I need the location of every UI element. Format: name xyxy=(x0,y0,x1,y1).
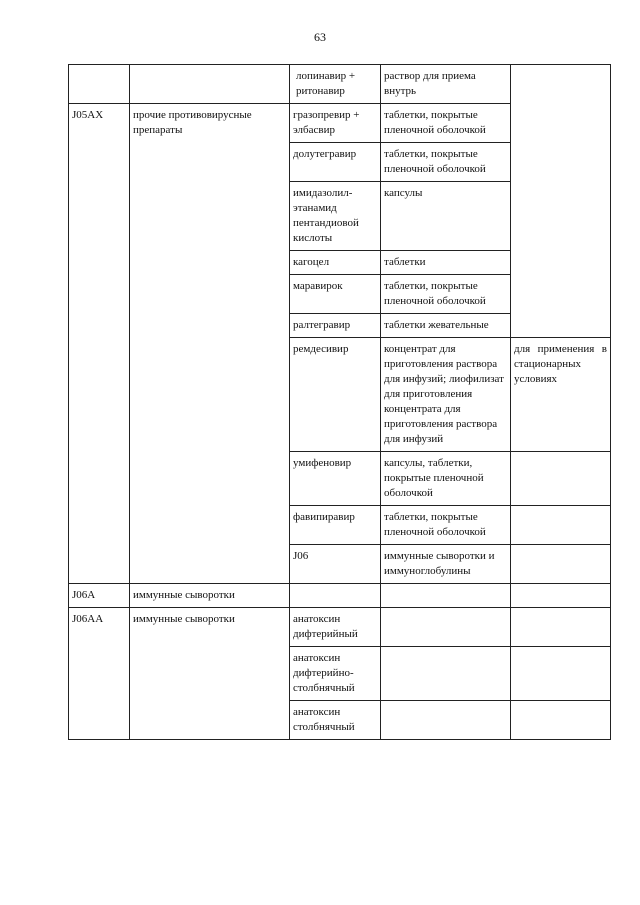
group-cell: иммунные сыворотки xyxy=(130,608,290,740)
note-cell xyxy=(511,65,611,338)
atc-code-cell: J06 xyxy=(290,545,381,584)
dosage-form-cell: таблетки, покрытые пленочной оболочкой xyxy=(381,143,511,182)
note-cell: для применения в стационарных условиях xyxy=(511,338,611,452)
group-cell: иммунные сыворотки и иммуноглобулины xyxy=(381,545,511,584)
table-row xyxy=(69,608,611,647)
drug-name-cell: ремдесивир xyxy=(290,338,381,452)
table-row xyxy=(69,584,611,608)
drug-name-cell: лопинавир + ритонавир xyxy=(290,65,381,104)
note-cell xyxy=(511,506,611,545)
dosage-form-cell: таблетки, покрытые пленочной оболочкой xyxy=(381,506,511,545)
atc-code-cell: J06AA xyxy=(69,608,130,740)
dosage-form-cell: таблетки xyxy=(381,251,511,275)
dosage-form-cell: капсулы, таблетки, покрытые пленочной оболочкой xyxy=(381,452,511,506)
dosage-form-cell: таблетки, покрытые пленочной оболочкой xyxy=(381,275,511,314)
dosage-form-cell xyxy=(381,647,511,701)
note-cell xyxy=(511,647,611,701)
dosage-form-cell: таблетки жевательные xyxy=(381,314,511,338)
atc-code-cell: J05AX xyxy=(69,104,130,584)
drug-name-cell: анатоксин столбнячный xyxy=(290,701,381,740)
note-cell xyxy=(511,608,611,647)
atc-code-cell: J06A xyxy=(69,584,130,608)
group-cell: прочие противовирусные препараты xyxy=(130,104,290,584)
note-cell xyxy=(511,584,611,608)
drug-name-cell: фавипиравир xyxy=(290,506,381,545)
drug-name-cell: маравирок xyxy=(290,275,381,314)
dosage-form-cell xyxy=(381,701,511,740)
drug-name-cell: анатоксин дифтерийно-столбнячный xyxy=(290,647,381,701)
dosage-form-cell xyxy=(381,608,511,647)
atc-code-cell xyxy=(69,65,130,104)
dosage-form-cell: таблетки, покрытые пленочной оболочкой xyxy=(381,104,511,143)
page-number: 63 xyxy=(314,30,326,44)
drug-name-cell: долутегравир xyxy=(290,143,381,182)
dosage-form-cell xyxy=(381,584,511,608)
group-cell: иммунные сыворотки xyxy=(130,584,290,608)
drug-name-cell: кагоцел xyxy=(290,251,381,275)
note-cell xyxy=(511,701,611,740)
drug-name-cell xyxy=(290,584,381,608)
dosage-form-cell: капсулы xyxy=(381,182,511,251)
drug-name-cell: гразопревир + элбасвир xyxy=(290,104,381,143)
drug-table xyxy=(68,64,611,740)
table-row xyxy=(69,65,611,104)
group-cell xyxy=(130,65,290,104)
dosage-form-cell: концентрат для приготовления раствора для инфузий; лиофилизат для приготовления концентрата для приготовления раствора для инфузий xyxy=(381,338,511,452)
drug-name-cell: имидазолилэтанамид пентандиовой кислоты xyxy=(290,182,381,251)
drug-name-cell: анатоксин дифтерийный xyxy=(290,608,381,647)
drug-name-cell: умифеновир xyxy=(290,452,381,506)
dosage-form-cell: раствор для приема внутрь xyxy=(381,65,511,104)
note-cell xyxy=(511,452,611,506)
drug-name-cell xyxy=(511,545,611,584)
drug-name-cell: ралтегравир xyxy=(290,314,381,338)
